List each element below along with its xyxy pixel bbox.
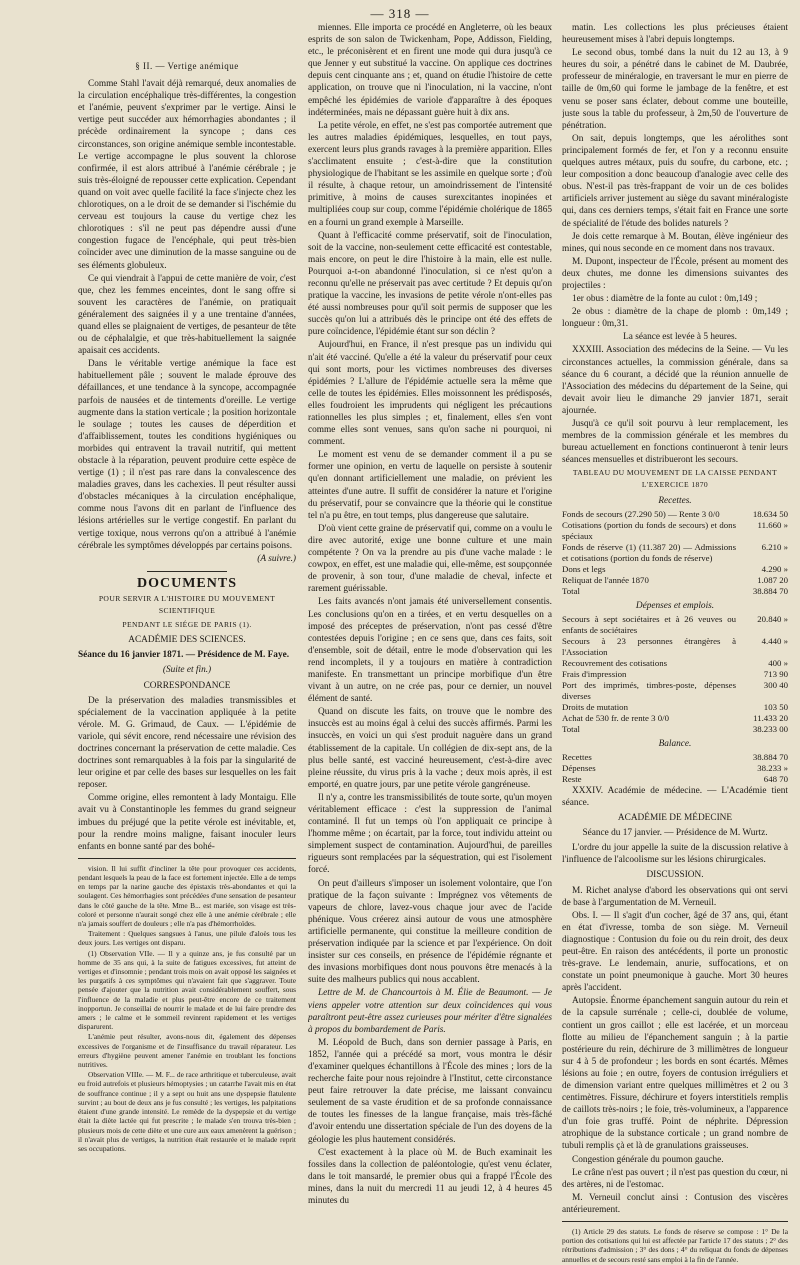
row-amount: 1.087 20 [757,574,788,585]
paragraph: De la préservation des maladies transmissibles et spécialement de la vaccination appliquée à la petite vérole. M. G. Grimaud, de Caux. — L'épidémie de variole, qui sévit encore, rend nécessaire une révision des doctrines concernant la préservation de cette maladie. Ces doctrines sont remarquables à la fois par la singularité de leur origine et par celle des bases sur lesquelles on les fait reposer. [78,695,296,791]
paragraph: Il n'y a, contre les transmissibilités de toute sorte, qu'un moyen véritablement efficace : c'est la suppression de l'animal contaminé. Il fut un temps où l'on appliquait ce principe à l'homme même ; on écartait, par la force, tout individu atteint ou simplement suspect de contamination. Aujourd'hui, de pareilles rigueurs sont remplacées par la séquestration, qui est l'isolement forcé. [308,792,552,876]
table-row [562,680,788,702]
row-amount: 4.440 » [761,635,788,646]
session-closed: La séance est levée à 5 heures. [623,332,737,343]
paragraph: Quant à l'efficacité comme préservatif, soit de l'inoculation, soit de la vaccine, non-seulement cette efficacité est contestable, mais encore, on peut le dire l'histoire à la main, elle est nulle. Pourquoi a-t-on abandonné l'inoculation, si ce n'est qu'on a reconnu qu'elle ne préservait pas avec certitude ? Et depuis qu'on pratique la vaccine, les invasions de petite vérole n'ont-elles pas été aussi nombreuses pour qu'il soit permis de supposer que les succès qu'on lui a attribués dès le principe ont été des effets de pure coïncidence, l'épidémie étant sur son déclin ? [308,230,552,338]
footnote-rule [78,858,296,859]
row-label: Fonds de secours (27.290 50) — Rente 3 0/0 [562,508,720,519]
row-label: Achat de 530 fr. de rente 3 0/0 [562,712,669,723]
table-row [562,614,788,636]
table-row [562,774,788,785]
paragraph: La petite vérole, en effet, ne s'est pas comportée autrement que les autres maladies épidémiques, lesquelles, en tout pays, exercent leurs plus grands ravages à la première apparition. Elles s'acclimatent ensuite ; c'est-à-dire que la constitution physiologique de l'habitant se les assimile en quelque sorte ; d'où il résulte, à chaque retour, un amoindrissement de l'intensité primitive, à moins de causes surexcitantes inopinées et multipliées coup sur coup, comme l'épidémie cholérique de 1865 en a fourni un grand exemple à Marseille. [308,120,552,228]
academy-medicine-title: ACADÉMIE DE MÉDECINE [617,813,733,824]
section-heading: § II. — Vertige anémique [135,61,239,71]
row-label: Droits de mutation [562,701,628,712]
paragraph-xxxiii: XXXIII. Association des médecins de la Seine. — Vu les circonstances actuelles, la commission générale, dans sa séance du 6 courant, a décidé que la réunion annuelle de l'Association des médecins du département de la Seine, qui devait avoir lieu le dimanche 29 janvier 1871, serait ajournée. [562,345,788,416]
paragraph: D'où vient cette graine de préservatif qui, comme on a voulu le dire avec autorité, exige une bonne culture et une main compétente ? On va la prendre au pis d'une vache malade : le cowpox, en effet, est une maladie qui, elle-même, est soupçonnée de provenir, à son tour, d'une maladie de cheval, infecte et rarement guérissable. [308,523,552,595]
table-row [562,575,788,586]
footnote: Traitement : Quelques sangsues à l'anus, une pilule d'aloès tous les deux jours. Les vertiges ont disparu. [78,929,296,948]
paragraph: Congestion générale du poumon gauche. [572,1154,724,1165]
row-label: Dons et legs [562,563,606,574]
row-label: Cotisations (portion du fonds de secours) et dons spéciaux [562,519,736,541]
paragraph: M. Dupont, inspecteur de l'École, présent au moment des deux chutes, me donne les dimensions suivantes des projectiles : [562,256,788,291]
paragraph: Les faits avancés n'ont jamais été universellement consentis. Les conclusions qu'on en a tirées, et en vertu desquelles on a imposé des préceptes de préservation, n'ont pas cessé d'être contestées depuis l'origine ; en ce sens que, dans ces faits, soit d'ensemble, soit de détail, entre le mode d'observation qui les rend incomplets, il y a toujours en matière à contradiction manifeste. En transmettant un principe morbifique d'un être vivant à un autre, on ne crée pas, pour ce dernier, un nouvel élément de santé. [308,597,552,705]
table-row [562,520,788,542]
paragraph: Le second obus, tombé dans la nuit du 12 au 13, à 9 heures du soir, a pénétré dans le cabinet de M. Daubrée, professeur de minéralogie, en traversant le mur en pierre de taille de 0m,60 qui forme le jambage de la fenêtre, et est venu se poser sans éclater, debout comme une bouteille, juste sous la table du professeur, à 2m,50 de l'ouverture de pénétration. [562,48,788,131]
column-middle [308,22,552,1208]
table-row [562,702,788,713]
table-row [562,763,788,774]
page-number: — 318 — [370,6,430,21]
row-label: Secours à sept sociétaires et à 26 veuves ou enfants de sociétaires [562,613,736,635]
table-row [562,713,788,724]
recettes-heading: Recettes. [658,495,692,506]
paragraph: Comme Stahl l'avait déjà remarqué, deux anomalies de la circulation encéphalique très-différentes, la congestion et l'anémie, peuvent s'exprimer par le vertige. Ainsi le vertige peut succéder aux hémorrhagies abondantes ; il précède ordinairement la syncope ; dans ces circonstances, son origine anémique semble incontestable. Le vertige accompagne le plus souvent la chlorose confirmée, il est alors attribué à l'anémie cérébrale ; je suis très-éloigné de repousser cette explication. Cependant quand on voit avec quelle facilité la face s'injecte chez les chlorotiques, on a le droit de se demander si l'ischémie du cerveau est toujours la cause du vertige chez les chlorotiques : s'il ne peut pas dépendre aussi d'une congestion fugace de l'encéphale, qui peut très-bien coïncider avec une diminution de la masse sanguine ou de ses éléments globuleux. [78,79,296,271]
row-amount: 6.210 » [761,541,788,552]
row-label: Recouvrement des cotisations [562,657,668,668]
academy-medicine-session: Séance du 17 janvier. — Présidence de M. Wurtz. [582,828,768,839]
separator [147,571,227,572]
table-row [562,669,788,680]
paragraph: M. Léopold de Buch, dans son dernier passage à Paris, en 1852, l'année qui a précédé sa mort, vous montra le désir d'examiner quelques échantillons à l'École des mines ; lors de la recherche faite pour nous rejoindre à l'Institut, cette circonstance peut faire retrouver la date précise, me laissant convaincu seulement de sa vaste érudition et de sa profonde connaissance de toutes les finesses de la langue française, mais très-fâché d'avoir entendu une dissertation spéciale de l'un des doyens de la géologie les plus hautement considérés. [308,1037,552,1145]
documents-subtitle-2: PENDANT LE SIÉGE DE PARIS (1). [122,620,252,630]
row-label: Reliquat de l'année 1870 [562,574,649,585]
footnote: (1) Observation VIIe. — Il y a quinze ans, je fus consulté par un homme de 35 ans qui, à la suite de fatigues excessives, fut atteint de vertiges et d'insomnie ; pendant trois mois on avait opposé les saignées et les purgatifs à ces symptômes qui n'avaient fait que s'aggraver. Toute pensée d'ajouter que la nutrition avait considérablement souffert, sous l'influence de la maladie et plus peut-être encore de ce traitement inopportun. Je conseillai de nourrir le malade et de lui faire prendre des amers ; le calme et le sommeil revinrent rapidement et les vertiges disparurent. [78,948,296,1032]
correspondance-heading: CORRESPONDANCE [143,680,231,691]
paragraph: matin. Les collections les plus précieuses étaient heureusement mises à l'abri depuis longtemps. [562,23,788,46]
row-label: Port des imprimés, timbres-poste, dépenses diverses [562,679,736,701]
paragraph: Aujourd'hui, en France, il n'est presque pas un individu qui n'ait été vacciné. Qu'elle a été la valeur du préservatif pour ceux qui sont morts, pour les victimes nombreuses des diverses épidémies ? L'allure de l'épidémie actuelle sera la même que celle de toutes les épidémies. Elles moissonnent les prédisposés, elles foudroient les imprudents qui négligent les précautions rationnelles les plus simples ; et, finalement, elles s'en vont comme elles sont venues, sans qu'on sache ni pourquoi, ni comment. [308,340,552,448]
session-note: (Suite et fin.) [162,665,212,676]
balance-heading: Balance. [658,738,692,749]
documents-subtitle: POUR SERVIR A L'HISTOIRE DU MOUVEMENT SCIENTIFIQUE [98,593,276,616]
table-row [562,542,788,564]
table-row [562,658,788,669]
row-amount: 38.884 70 [752,585,788,596]
row-amount: 300 40 [763,679,788,690]
row-amount: 11.660 » [757,519,788,530]
letter-paragraph: Lettre de M. de Chancourtois à M. Élie de Beaumont. — Je viens appeler votre attention sur deux coïncidences qui vous paraîtront peut-être assez curieuses pour mériter d'être signalées à propos du bombardement de Paris. [308,988,552,1035]
paragraph: M. Richet analyse d'abord les observations qui ont servi de base à l'argumentation de M. Verneuil. [562,885,788,908]
row-amount: 648 70 [763,773,788,784]
footnote: Observation VIIIe. — M. F... de race arthritique et tuberculeuse, avait eu froid autrefois et plusieurs hémoptysies ; un catarrhe l'avait mis en état de souffrance continue ; il y a sept ou huit ans une dyspepsie flatulente survint ; au bout de deux ans je fus consulté ; les vertiges, les palpitations étaient d'une grande intensité. Le remède de la dyspepsie et du vertige était la diète lactée qui fut prescrite ; le malade s'en trouva très-bien ; plusieurs mois de cette diète et une cure aux eaux amenèrent la guérison ; il n'avait plus de vertiges, la nutrition était restaurée et le malade reprit ses occupations. [78,1070,296,1153]
table-title: TABLEAU DU MOUVEMENT DE LA CAISSE PENDANT L'EXERCICE 1870 [572,468,778,490]
table-row [562,636,788,658]
paragraph: 2e obus : diamètre de la chape de plomb : 0m,149 ; longueur : 0m,31. [562,307,788,330]
row-amount: 4.290 » [761,563,788,574]
row-amount: 38.884 70 [752,751,788,762]
row-amount: 400 » [768,657,788,668]
row-label: Secours à 23 personnes étrangères à l'Association [562,635,736,657]
paragraph: Je dois cette remarque à M. Boutan, élève ingénieur des mines, qui nous seconde en ce moment dans nos travaux. [562,231,788,254]
recettes-table [562,509,788,597]
paragraph: miennes. Elle importa ce procédé en Angleterre, où les beaux esprits de son salon de Twickenham, Pope, Addisson, Fielding, etc., le préconisèrent et en firent une mode qui dura jusqu'à ce que Jenner y eut substitué la vaccine. On applique ces doctrines depuis cent cinquante ans ; et, quand on étudie l'histoire de cette application, on trouve que ni l'inoculation, ni la vaccine, n'ont empêché les épidémies de variole d'apparaître à des époques indéterminées, mais ne dépassant guère huit à dix ans. [308,23,552,118]
paragraph: Dans le véritable vertige anémique la face est habituellement pâle ; souvent le malade éprouve des défaillances, et une tendance à la syncope, accompagnée parfois de nausées et de tintements d'oreille. Le vertige augmente dans la station verticale ; la position horizontale le soulage ; toutes les causes de déperdition et d'affaiblissement, toutes les conditions hygiéniques ou morbides qui entravent la travail nutritif, qui mettent obstacle à la réparation, peuvent produire cette espèce de vertige (1) ; il n'est pas rare dans la convalescence des maladies graves, dans les cachexies. Il peut résulter aussi d'obstacles mécaniques à la circulation encéphalique, comme nous l'avons dit en parlant de l'influence des lésions artérielles sur le vertige congestif. En parlant du vertige toxique, nous verrons qu'on a attribué à l'anémie cérébrale les symptômes développés par certains poisons. [78,359,296,551]
balance-table [562,752,788,785]
paragraph: Comme origine, elles remontent à lady Montaigu. Elle avait vu à Constantinople les femmes du grand seigneur imbues du préjugé que la petite vérole est inévitable, et, pour la rendre moins maligne, faisant inoculer leurs enfants en bonne santé par des bohé- [78,793,296,852]
row-label: Fonds de réserve (1) (11.387 20) — Admissions et cotisations (portion du fonds de réserve) [562,541,736,563]
footnote-rule [562,1221,788,1222]
paragraph: On peut d'ailleurs s'imposer un isolement volontaire, que l'on pratique de la façon suivante : Imprégnez vos vêtements de vapeurs de chlore, lavez-vous chaque jour avec de l'acide phénique. Vous créerez ainsi autour de vous une atmosphère artificielle permanente, qui constitue la meilleure condition de préservation indiquée par la science et par l'expérience. On doit insister sur ces conseils, en présence de l'épidémie régnante et des invasions morbifiques dont nous pouvons être menacés à la suite des malheurs publics qui nous accablent. [308,878,552,986]
row-amount: 18.634 50 [752,508,788,519]
footnote: (1) Article 29 des statuts. Le fonds de réserve se compose : 1° De la portion des cotisations qui lui est affectée par l'article 17 des statuts ; 2° des rétributions d'admission ; 3° des dons ; 4° du reliquat du fonds de dépenses annuelles et de secours resté sans emploi à la fin de l'année. [562,1227,788,1264]
paragraph: Le moment est venu de se demander comment il a pu se former une opinion, en vertu de laquelle on persiste à soutenir qu'en donnant artificiellement une maladie, on prévient les atteintes d'une autre. Il suffit de considérer la nature et l'origine du préservatif, pour se convaincre que la théorie qui le constitue tel n'a pu être, en tout temps, plus dangereuse que salutaire. [308,450,552,521]
footnote: vision. Il lui suffit d'incliner la tête pour provoquer ces accidents, pendant lesquels la peau de la face est fortement injectée. Elle a de temps en temps par la narine gauche des épistaxis très-abondantes et qui la soulagent. Ces hémorrhagies sont précédées d'une sensation de pesanteur dans le côté gauche de la tête. Mme B... est mariée, son visage est très-coloré et personne n'aurait songé chez elle à une anémie cérébrale ; elle n'a jamais souffert de douleurs ; elle n'a pas d'hémorrhoïdes. [78,863,296,929]
row-amount: 38.233 » [757,762,788,773]
row-label: Total [562,723,580,734]
table-row [562,564,788,575]
paragraph: L'ordre du jour appelle la suite de la discussion relative à l'influence de l'alcoolisme sur les lésions chirurgicales. [562,843,788,866]
row-label: Reste [562,773,582,784]
paragraph: Quand on discute les faits, on trouve que le nombre des insuccès est au moins égal à celui des succès affirmés. Parmi les insuccès, en voici un qui s'est produit naguère dans un grand établissement de la capitale. Un collégien de dix-sept ans, de la plus belle santé, est vacciné heureusement, c'est-à-dire avec pleine réussite, du virus pris à la vache ; deux mois après, il est emporté, en quatre jours, par une petite vérole gangréneuse. [308,707,552,790]
row-amount: 713 90 [763,668,788,679]
row-amount: 11.433 20 [753,712,788,723]
row-label: Recettes [562,751,592,762]
row-label: Frais d'impression [562,668,627,679]
paragraph: C'est exactement à la place où M. de Buch examinait les fossiles dans la collection de paléontologie, qu'est venu éclater, dans le toit mansardé, le premier obus qui a frappé l'École des mines, dans la nuit du mercredi 11 au jeudi 12, à 4 heures 45 minutes du [308,1147,552,1206]
depenses-heading: Dépenses et emplois. [635,600,715,611]
row-label: Total [562,585,580,596]
table-row [562,724,788,735]
paragraph: Ce qui viendrait à l'appui de cette manière de voir, c'est que, chez les femmes enceintes, dont le sang offre si souvent les caractères de l'anémie, on pratiquait généralement des saignées il y a une trentaine d'années, quand elles se plaignaient de vertiges, de pesanteur de tête ou de céphalalgie, et que très-habituellement la saignée apaisait ces accidents. [78,273,296,357]
discussion-heading: DISCUSSION. [646,870,704,881]
academy-title: ACADÉMIE DES SCIENCES. [128,635,246,646]
depenses-table [562,614,788,735]
paragraph: Autopsie. Énorme épanchement sanguin autour du rein et de la capsule surrénale ; celle-ci, doublée de volume, contient un gros caillot ; elle est lacérée, et un morceau flotte au milieu de l'épanchement sanguin ; à la partie postérieure du rein, déchirure de 3 millimètres de longueur sur 4 à 5 de profondeur ; les bords en sont écartés. Mêmes lésions au foie ; en outre, foyers de contusion irréguliers et de dimension variant entre quelques millimètres et 2 ou 3 centimètres. Fissure, déchirure et foyers interstitiels remplis de caillots très-noirs ; le foie, très-volumineux, a l'apparence d'un foie gras truffé. Point de néphrite. Dépression atrophique de la substance corticale ; un grand nombre de tubuli remplis çà et là de granulations graisseuses. [562,996,788,1152]
paragraph: M. Verneuil conclut ainsi : Contusion des viscères antérieurement. [562,1192,788,1215]
footnote: L'anémie peut résulter, avons-nous dit, également des dépenses excessives de l'organisme et de l'insuffisance du travail réparateur. Les erreurs d'hygiène peuvent amener l'anémie en troublant les fonctions nutritives. [78,1032,296,1070]
column-left [78,60,296,1154]
session-line: Séance du 16 janvier 1871. — Présidence de M. Faye. [78,650,290,661]
paragraph: 1er obus : diamètre de la fonte au culot : 0m,149 ; [572,294,758,305]
table-row [562,509,788,520]
documents-title: DOCUMENTS [136,575,237,591]
column-right [562,22,788,1265]
row-amount: 103 50 [763,701,788,712]
paragraph: Obs. I. — Il s'agit d'un cocher, âgé de 37 ans, qui, étant en état d'ivresse, tomba de son siège. M. Verneuil diagnostique : Contusion du foie ou du rein droit, des deux peut-être. En raison des antécédents, il porte un pronostic très-grave. Le lendemain, anurie, suffocations, et on constate un point pneumonique à gauche. Mort 30 heures après l'accident. [562,910,788,994]
to-follow-note: (A suivre.) [257,553,296,564]
row-amount: 38.233 00 [752,723,788,734]
paragraph-xxxiv: XXXIV. Académie de médecine. — L'Académie tient séance. [562,785,788,808]
table-row [562,752,788,763]
table-row [562,586,788,597]
row-amount: 20.840 » [757,613,788,624]
row-label: Dépenses [562,762,596,773]
paragraph: Jusqu'à ce qu'il soit pourvu à leur remplacement, les membres de la commission générale et les membres du bureau actuellement en fonctions continueront à tenir leurs séances mensuelles et distribueront les secours. [562,419,788,466]
paragraph: Le crâne n'est pas ouvert ; il n'est pas question du cœur, ni des artères, ni de l'estomac. [562,1167,788,1190]
paragraph: On sait, depuis longtemps, que les aérolithes sont principalement formés de fer, et l'on y a reconnu ensuite quelques autres métaux, puis du soufre, du carbone, etc. ; leur composition a donc beaucoup d'analogie avec celle des obus. N'est-il pas très-frappant de voir un de ces bolides artificiels arriver justement au siège du savant minéralogiste qui, dans ces derniers temps, s'était fait en France une sorte de spécialité de l'étude des bolides naturels ? [562,133,788,229]
